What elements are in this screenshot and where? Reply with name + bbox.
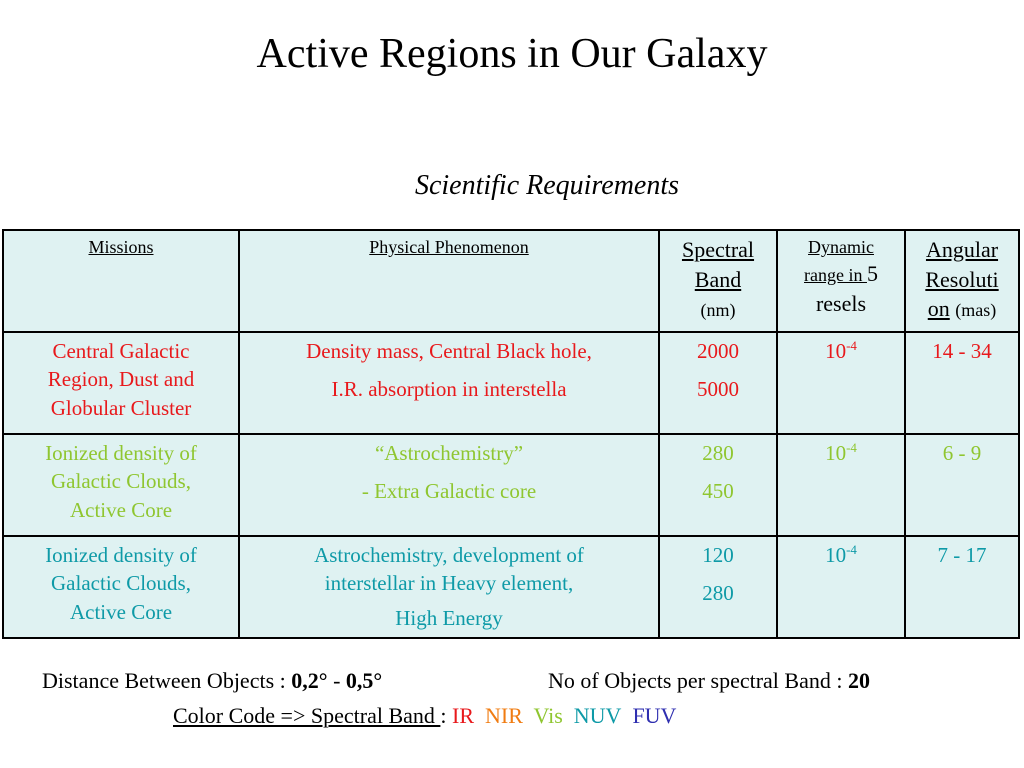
cell-mission — [3, 536, 239, 638]
dynamic-base: 10 — [825, 339, 847, 363]
mission-line: Central Galactic — [52, 339, 190, 363]
mission-line: Globular Cluster — [50, 395, 192, 420]
cell-dynamic-range — [777, 434, 905, 536]
band-value: 450 — [702, 479, 734, 504]
header-angular-resolution — [905, 230, 1019, 332]
mission-line: Active Core — [69, 497, 173, 522]
header-spectral-band — [659, 230, 777, 332]
mission-line: Galactic Clouds, — [51, 571, 191, 596]
legend-nuv: NUV — [573, 703, 622, 728]
objects-label: No of Objects per spectral Band : — [548, 668, 848, 693]
dynamic-base: 10 — [825, 441, 847, 465]
header-dynamic-range-unit: resels — [815, 290, 867, 316]
cell-phenomenon — [239, 434, 659, 536]
band-value: 280 — [702, 441, 734, 465]
color-code-label: Color Code => Spectral Band — [173, 703, 441, 728]
dynamic-exp: -4 — [846, 440, 857, 455]
distance-min: 0,2° — [291, 668, 328, 693]
band-value: 5000 — [697, 377, 739, 402]
table-row — [3, 332, 1019, 434]
band-value: 120 — [702, 543, 734, 567]
distance-between-objects — [42, 668, 382, 694]
cell-dynamic-range — [777, 536, 905, 638]
legend-vis: Vis — [533, 703, 563, 728]
mission-line: Region, Dust and — [47, 367, 195, 392]
cell-spectral-band — [659, 536, 777, 638]
dynamic-exp: -4 — [846, 338, 857, 353]
subtitle: Scientific Requirements — [414, 170, 680, 201]
cell-spectral-band — [659, 332, 777, 434]
distance-label: Distance Between Objects : — [42, 668, 292, 693]
cell-mission — [3, 434, 239, 536]
header-angular-line2: Resoluti — [925, 266, 999, 292]
table-row — [3, 536, 1019, 638]
mission-line: Ionized density of — [45, 543, 197, 567]
objects-value: 20 — [847, 668, 870, 693]
phenomenon-line: I.R. absorption in interstella — [331, 377, 567, 402]
header-angular-line3: on — [927, 296, 950, 322]
cell-angular: 7 - 17 — [905, 536, 1019, 638]
distance-sep: - — [327, 668, 346, 693]
color-code-legend — [173, 703, 676, 729]
cell-mission — [3, 332, 239, 434]
header-dynamic-range-num: 5 — [866, 261, 878, 287]
band-value: 2000 — [697, 339, 739, 363]
table-row — [3, 434, 1019, 536]
phenomenon-line: Density mass, Central Black hole, — [306, 339, 592, 363]
mission-line: Active Core — [69, 599, 173, 624]
legend-fuv: FUV — [632, 703, 677, 728]
mission-line: Galactic Clouds, — [51, 469, 191, 494]
phenomenon-line: “Astrochemistry” — [374, 441, 524, 465]
legend-nir: NIR — [485, 703, 523, 728]
cell-phenomenon — [239, 332, 659, 434]
cell-angular: 6 - 9 — [905, 434, 1019, 536]
header-spectral-band-unit: (nm) — [700, 300, 736, 321]
mission-line: Ionized density of — [45, 441, 197, 465]
dynamic-base: 10 — [825, 543, 847, 567]
header-dynamic-range-line2: range in — [804, 265, 867, 286]
band-value: 280 — [702, 581, 734, 606]
cell-spectral-band — [659, 434, 777, 536]
header-dynamic-range — [777, 230, 905, 332]
legend-ir: IR — [452, 703, 475, 728]
cell-phenomenon — [239, 536, 659, 638]
header-angular-line1: Angular — [925, 237, 999, 262]
phenomenon-line: - Extra Galactic core — [361, 479, 537, 504]
cell-angular: 14 - 34 — [905, 332, 1019, 434]
header-dynamic-range-line1: Dynamic — [808, 237, 874, 257]
requirements-table — [2, 229, 1020, 639]
distance-max: 0,5° — [345, 668, 383, 693]
header-missions: Missions — [3, 230, 239, 332]
phenomenon-line: Astrochemistry, development of — [314, 543, 584, 567]
table-header-row — [3, 230, 1019, 332]
header-spectral-band-label: Spectral Band — [681, 237, 755, 292]
dynamic-exp: -4 — [846, 542, 857, 557]
cell-dynamic-range — [777, 332, 905, 434]
page-title: Active Regions in Our Galaxy — [256, 31, 768, 77]
header-angular-unit: (mas) — [955, 300, 997, 321]
header-phenomenon: Physical Phenomenon — [239, 230, 659, 332]
color-code-colon: : — [440, 703, 453, 728]
phenomenon-line: interstellar in Heavy element, — [324, 571, 574, 596]
objects-per-band — [548, 668, 870, 694]
phenomenon-line: High Energy — [395, 605, 503, 630]
